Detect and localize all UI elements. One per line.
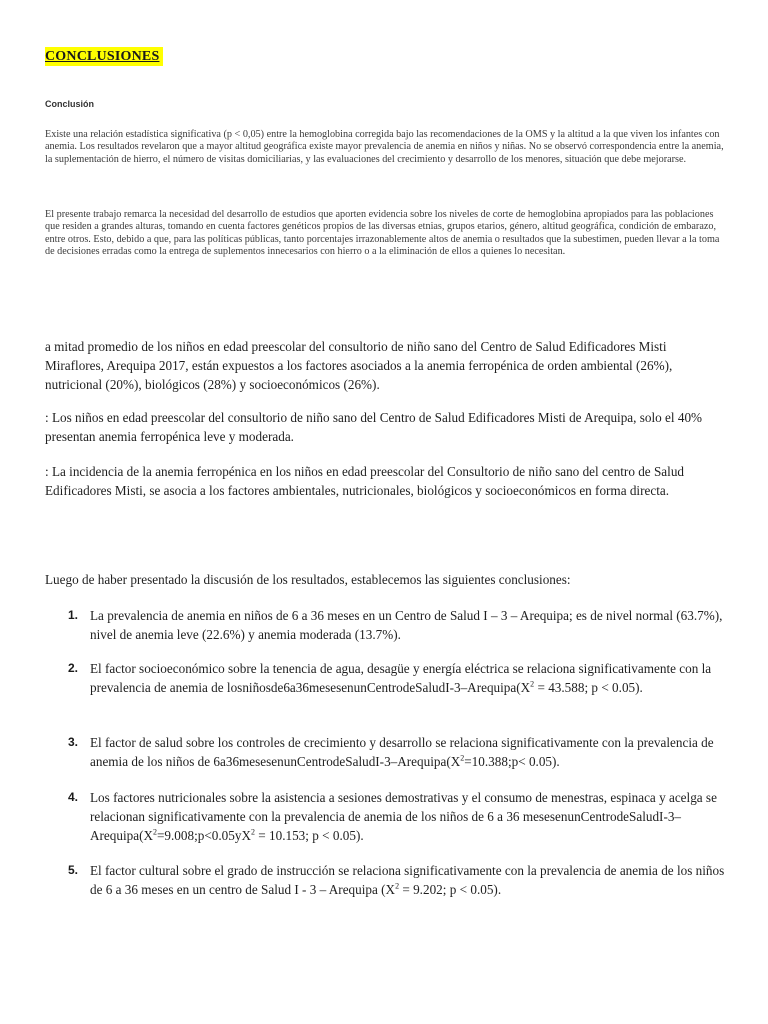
item-text: La prevalencia de anemia en niños de 6 a 36 meses en un Centro de Salud I – 3 – Arequipa; es de nivel normal (63.7%), nivel de anemia leve (22.6%) y anemia moderada (13.7%). xyxy=(90,608,723,642)
section-subheading: Conclusión xyxy=(45,99,94,109)
item-text: Los factores nutricionales sobre la asistencia a sesiones demostrativas y el consumo de menestras, espinaca y acelga se relacionan significativamente con la prevalencia de anemia de los niños de 6 a 36 mesesenunCentrodeSaludI-$3-Arequipa(X^2=9.008;p<0.05yX^2 = 10.153$; p < 0.05). xyxy=(90,790,717,843)
conclusions-intro: Luego de haber presentado la discusión de los resultados, establecemos las siguientes conclusiones: xyxy=(45,572,571,587)
item-number: 5. xyxy=(68,863,79,877)
item-text: El factor socioeconómico sobre la tenencia de agua, desagüe y energía eléctrica se relaciona significativamente con la prevalencia de anemia de $losniñosde6a36mesesenunCentrodeSaludI-3-Arequipa(X^2 = 43.588$; p < 0.05). xyxy=(90,661,712,695)
body-paragraph-1: a mitad promedio de los niños en edad preescolar del consultorio de niño sano del Centro de Salud Edificadores Misti Miraflores, Arequipa 2017, están expuestos a los factores asociados a la anemia ferropénica de orden ambiental (26%), nutricional (20%), biológicos (28%) y socioeconómicos (26%). xyxy=(45,339,673,392)
body-paragraph-3: : La incidencia de la anemia ferropénica en los niños en edad preescolar del Consultorio de niño sano del centro de Salud Edificadores Misti, se asocia a los factores ambientales, nutricionales, biológicos y socioeconómicos en forma directa. xyxy=(45,464,685,498)
item-text: El factor cultural sobre el grado de instrucción se relaciona significativamente con la prevalencia de anemia de los niños de 6 a 36 meses en un centro de Salud I - 3 – Arequipa ($X^2 = 9.202$; p < 0.05). xyxy=(90,863,725,897)
item-text: El factor de salud sobre los controles de crecimiento y desarrollo se relaciona significativamente con la prevalencia de anemia de los niños de $6a36mesesenunCentrodeSaludI-3-Arequipa(X^2=10.388;p< 0.05)$. xyxy=(90,735,714,769)
item-number: 4. xyxy=(68,790,79,804)
item-number: 3. xyxy=(68,735,79,749)
item-number: 2. xyxy=(68,661,79,675)
conclusion-paragraph-2: El presente trabajo remarca la necesidad del desarrollo de estudios que aporten evidencia sobre los niveles de corte de hemoglobina apropiados para las poblaciones que residen a grandes alturas, tomando en cuenta factores genéticos propios de las diversas etnias, grupos etarios, género, altitud geográfica, condición de embarazo, entre otros. Esto, debido a que, para las políticas públicas, tanto porcentajes irrazonablemente altos de anemia o resultados que la subestimen, pueden llevar a la toma de decisiones erradas como la entrega de suplementos innecesarios con hierro o a la eliminación de ellos a quienes lo necesitan. xyxy=(45,209,720,258)
conclusion-paragraph-1: Existe una relación estadística significativa (p < 0,05) entre la hemoglobina corregida bajo las recomendaciones de la OMS y la altitud a la que viven los infantes con anemia. Los resultados revelaron que a mayor altitud geográfica existe mayor prevalencia de anemia en niños y niñas. No se observó correspondencia entre la anemia, la suplementación de hierro, el número de visitas domiciliarias, y las evaluaciones del crecimiento y desarrollo de los menores, situación que debe mejorarse. xyxy=(45,129,724,165)
item-number: 1. xyxy=(68,608,79,622)
page-heading: CONCLUSIONES xyxy=(45,47,163,66)
body-paragraph-2: : Los niños en edad preescolar del consultorio de niño sano del Centro de Salud Edificadores Misti de Arequipa, solo el 40% presentan anemia ferropénica leve y moderada. xyxy=(45,410,703,444)
